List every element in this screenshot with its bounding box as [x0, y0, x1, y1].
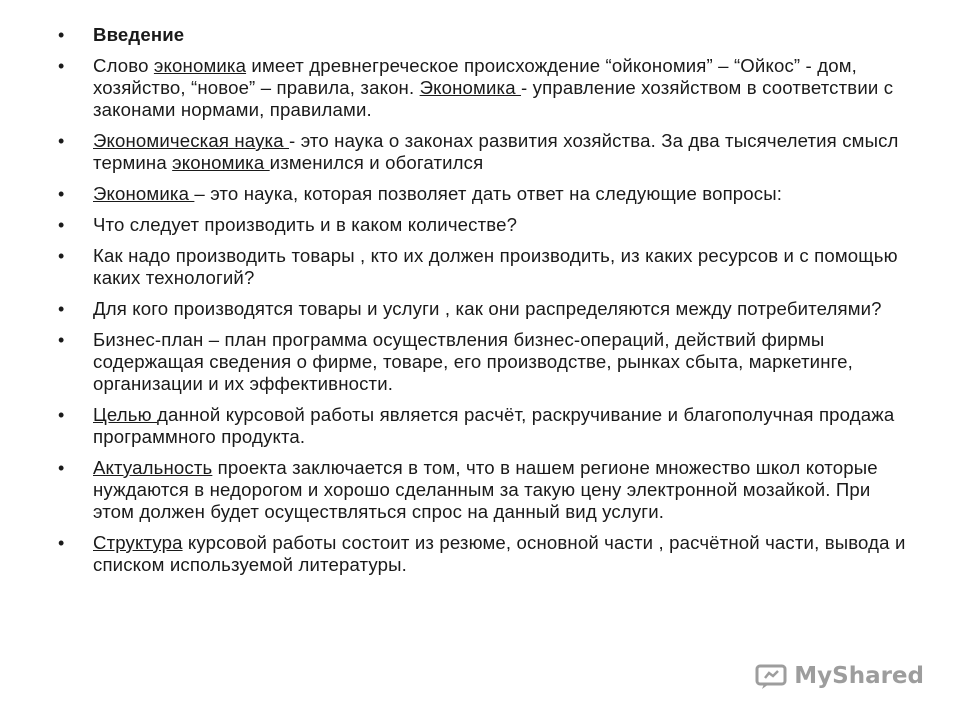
bullet-item	[58, 329, 908, 395]
myshared-logo-icon	[754, 662, 788, 690]
bullet-text: Для кого производятся товары и услуги , как они распределяются между потребителями?	[93, 298, 882, 319]
underlined-term: экономика	[172, 152, 270, 173]
bullet-item	[58, 130, 908, 174]
bullet-item	[58, 183, 908, 205]
bullet-item	[58, 457, 908, 523]
underlined-term: Экономическая наука	[93, 130, 290, 151]
bullet-item	[58, 404, 908, 448]
underlined-term: Структура	[93, 532, 183, 553]
bullet-marker: •	[58, 458, 65, 478]
bullet-marker: •	[58, 405, 65, 425]
bullet-item	[58, 55, 908, 121]
bullet-text: Бизнес-план – план программа осуществления бизнес-операций, действий фирмы содержащая сведения о фирме, товаре, его производстве, рынках сбыта, маркетинге, организации и их эффективности.	[93, 329, 853, 394]
watermark-text: MyShared	[794, 663, 924, 689]
watermark	[754, 662, 924, 690]
bullet-marker: •	[58, 215, 65, 235]
bullet-item	[58, 24, 908, 46]
underlined-term: экономика	[153, 55, 247, 76]
bullet-text: изменился и обогатился	[269, 152, 484, 173]
underlined-term: Экономика	[419, 77, 522, 98]
bullet-marker: •	[58, 246, 65, 266]
underlined-term: Актуальность	[93, 457, 213, 478]
bullet-list	[58, 24, 908, 585]
bullet-text: – это наука, которая позволяет дать ответ на следующие вопросы:	[194, 183, 783, 204]
bullet-text: данной курсовой работы является расчёт, раскручивание и благополучная продажа программного продукта.	[93, 404, 895, 447]
bullet-marker: •	[58, 184, 65, 204]
bullet-text: Что следует производить и в каком количестве?	[93, 214, 518, 235]
bullet-text: Слово	[93, 55, 154, 76]
underlined-term: Целью	[93, 404, 158, 425]
bullet-marker: •	[58, 131, 65, 151]
bullet-text: - управление хозяйством в соответствии с законами нормами, правилами.	[93, 77, 894, 120]
bullet-text: Как надо производить товары , кто их должен производить, из каких ресурсов и с помощью каких технологий?	[93, 245, 898, 288]
bullet-text: курсовой работы состоит из резюме, основной части , расчётной части, вывода и списком используемой литературы.	[93, 532, 906, 575]
bullet-item	[58, 298, 908, 320]
bullet-marker: •	[58, 56, 65, 76]
bullet-item	[58, 214, 908, 236]
bullet-text: проекта заключается в том, что в нашем регионе множество школ которые нуждаются в недорогом и хорошо сделанным за такую цену электронной мозайкой. При этом должен будет осуществляться спрос на данный вид услуги.	[93, 457, 878, 522]
bullet-text: - это наука о законах развития хозяйства. За два тысячелетия смысл термина	[93, 130, 899, 173]
bullet-marker: •	[58, 25, 65, 45]
bullet-text: имеет древнегреческое происхождение “ойкономия” – “Ойкос” - дом, хозяйство, “новое” – правила, закон.	[93, 55, 857, 98]
bullet-item	[58, 245, 908, 289]
bullet-marker: •	[58, 330, 65, 350]
bullet-marker: •	[58, 299, 65, 319]
bullet-item	[58, 532, 908, 576]
bullet-marker: •	[58, 533, 65, 553]
bullet-heading: Введение	[93, 24, 185, 45]
underlined-term: Экономика	[93, 183, 195, 204]
